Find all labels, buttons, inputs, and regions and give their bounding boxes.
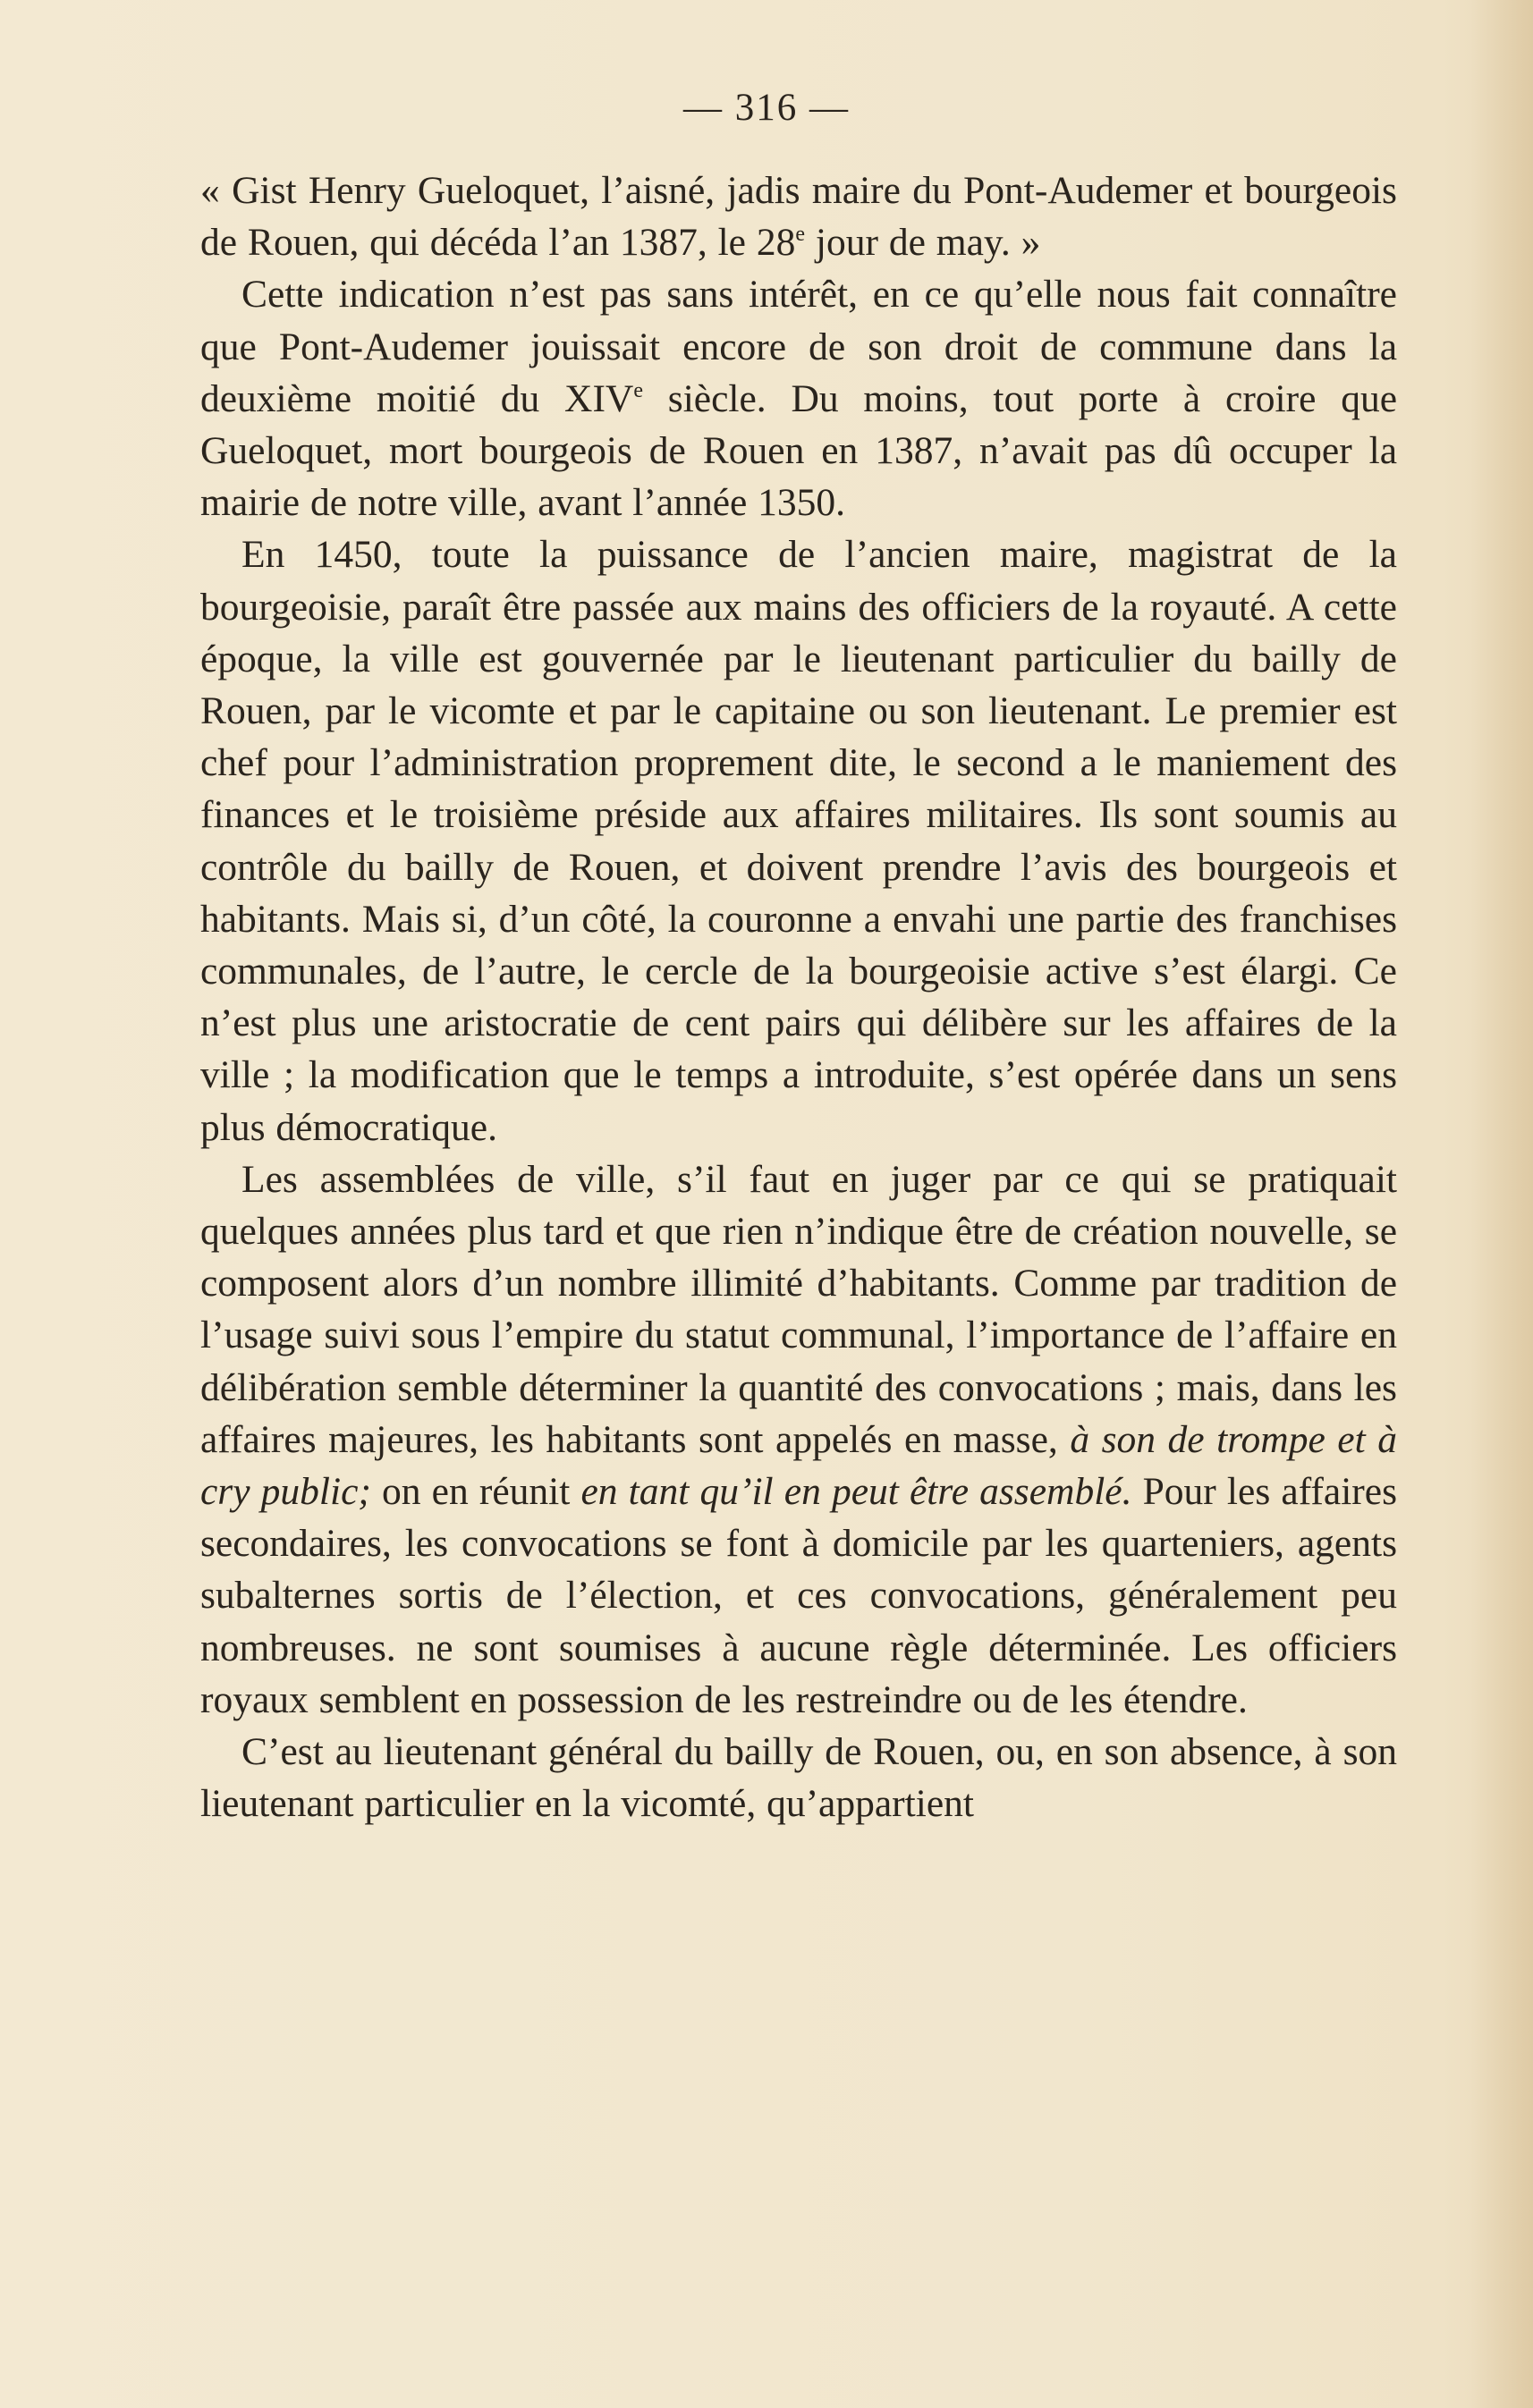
italic-quote-2: en tant qu’il en peut être assemblé. — [580, 1470, 1132, 1514]
italic-quote-1: à son de trompe et à cry public; — [200, 1417, 1397, 1514]
body-text — [200, 165, 1397, 1830]
superscript-e: e — [795, 223, 805, 247]
paragraph-1-text-end: jour de may. » — [805, 221, 1041, 265]
paragraph-4 — [200, 1153, 1397, 1726]
paragraph-1 — [200, 165, 1397, 268]
page-number: — 316 — — [683, 87, 850, 129]
paragraph-2-text-end: siècle. Du moins, tout porte à croire que Gueloquet, mort bourgeois de Rouen en 1387, n’avait pas dû occuper la mairie de notre ville, avant l’année 1350. — [200, 376, 1398, 525]
paragraph-4-text-end: Pour les affaires secondaires, les convocations se font à domicile par les quarteniers, agents subalternes sortis de l’élection, et ces convocations, généralement peu nombreuses. ne sont soumises à aucune règle déterminée. Les officiers royaux semblent en possession de les restreindre ou de les étendre. — [200, 1470, 1397, 1721]
paragraph-1-text: « Gist Henry Gueloquet, l’aisné, jadis maire du Pont-Audemer et bourgeois de Rouen, qui décéda l’an 1387, le 28 — [200, 169, 1397, 265]
paragraph-3: En 1450, toute la puissance de l’ancien maire, magistrat de la bourgeoisie, paraît être passée aux mains des officiers de la royauté. A cette époque, la ville est gouvernée par le lieutenant particulier du bailly de Rouen, par le vicomte et par le capitaine ou son lieutenant. Le premier est chef pour l’administration proprement dite, le second a le maniement des finances et le troisième préside aux affaires militaires. Ils sont soumis au contrôle du bailly de Rouen, et doivent prendre l’avis des bourgeois et habitants. Mais si, d’un côté, la couronne a envahi une partie des franchises communales, de l’autre, le cercle de la bourgeoisie active s’est élargi. Ce n’est plus une aristocratie de cent pairs qui délibère sur les affaires de la ville ; la modification que le temps a introduite, s’est opérée dans un sens plus démocratique. — [200, 533, 1397, 1149]
paragraph-5: C’est au lieutenant général du bailly de Rouen, ou, en son absence, à son lieutenant particulier en la vicomté, qu’appartient — [200, 1730, 1397, 1826]
paragraph-4-text-mid: on en réunit — [370, 1470, 581, 1514]
superscript-e: e — [633, 378, 644, 402]
page-edge-shadow — [1470, 0, 1533, 2408]
paragraph-4-text: Les assemblées de ville, s’il faut en juger par ce qui se pratiquait quelques années plus tard et que rien n’indique être de création nouvelle, se composent alors d’un nombre illimité d’habitants. Comme par tradition de l’usage suivi sous l’empire du statut communal, l’importance de l’affaire en délibération semble déterminer la quantité des convocations ; mais, dans les affaires majeures, les habitants sont appelés en masse, — [200, 1157, 1397, 1461]
paragraph-2-text: Cette indication n’est pas sans intérêt, en ce qu’elle nous fait connaître que Pont-Audemer jouissait encore de son droit de commune dans la deuxième moitié du XIV — [200, 273, 1397, 420]
paragraph-2 — [200, 268, 1397, 528]
